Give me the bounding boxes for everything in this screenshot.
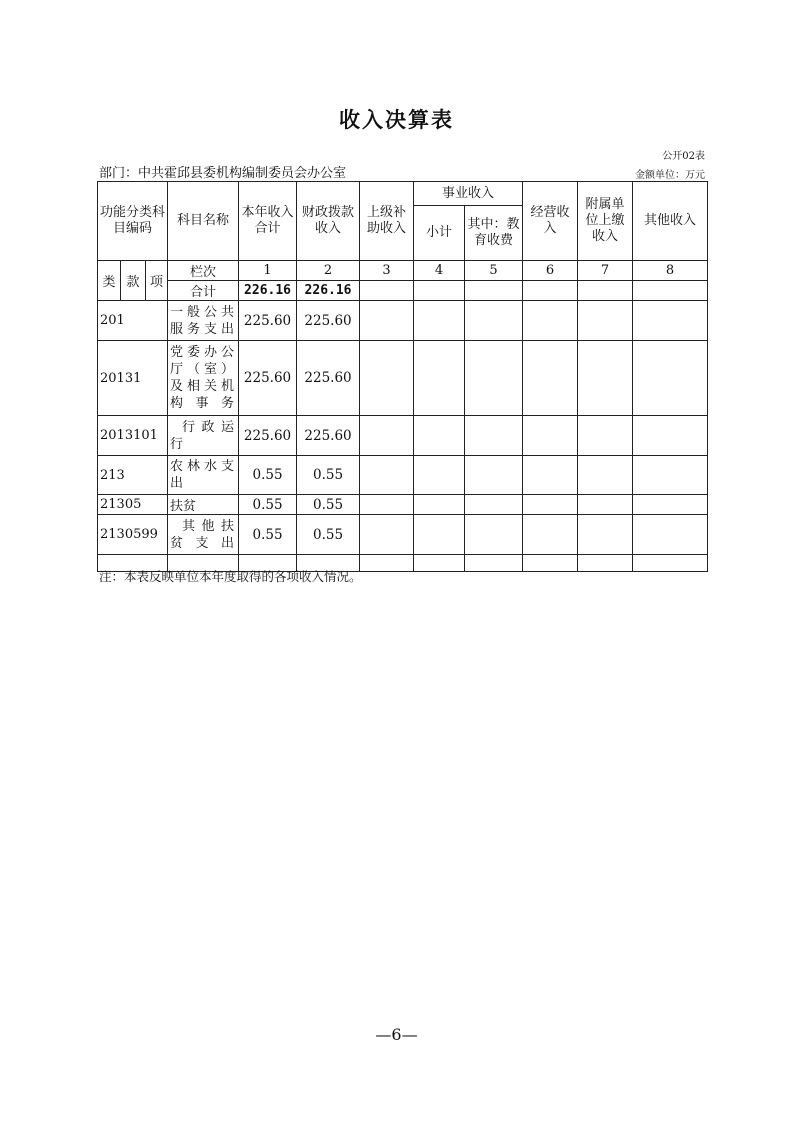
page-title: 收入决算表 <box>339 108 454 132</box>
row-fiscal: 0.55 <box>297 456 360 495</box>
row-name: 一般公共服务支出 <box>168 301 239 341</box>
header-func-code: 功能分类科目编码 <box>98 182 168 261</box>
column-number: 3 <box>360 261 414 281</box>
row-name: 行政运行 <box>168 416 239 456</box>
row-total: 0.55 <box>239 515 297 555</box>
table-row <box>98 301 708 341</box>
row-fiscal: 225.60 <box>297 341 360 416</box>
row-code: 20131 <box>98 341 168 416</box>
header-subject-name: 科目名称 <box>168 182 239 261</box>
row-name: 党委办公厅（室）及相关机构事务 <box>168 341 239 416</box>
row-fiscal: 225.60 <box>297 301 360 341</box>
row-code: 201 <box>98 301 168 341</box>
row-total: 225.60 <box>239 341 297 416</box>
table-note: 注：本表反映单位本年度取得的各项收入情况。 <box>99 569 362 584</box>
total-income-value: 226.16 <box>239 281 297 301</box>
row-name: 其他扶贫支出 <box>168 515 239 555</box>
row-fiscal: 0.55 <box>297 515 360 555</box>
column-number: 5 <box>465 261 523 281</box>
row-total: 0.55 <box>239 456 297 495</box>
header-business-edu: 其中：教育收费 <box>465 206 523 261</box>
header-business-subtotal: 小计 <box>414 206 465 261</box>
table-row <box>98 416 708 456</box>
total-label: 合计 <box>168 281 239 301</box>
column-number: 1 <box>239 261 297 281</box>
row-fiscal: 225.60 <box>297 416 360 456</box>
header-kuan: 款 <box>121 261 146 301</box>
row-total: 225.60 <box>239 416 297 456</box>
header-superior: 上级补助收入 <box>360 182 414 261</box>
department-label: 部门：中共霍邱县委机构编制委员会办公室 <box>99 166 347 181</box>
header-lei: 类 <box>98 261 121 301</box>
row-total: 225.60 <box>239 301 297 341</box>
page-number: —6— <box>375 1025 418 1044</box>
form-number: 公开02表 <box>662 151 705 162</box>
unit-label: 金额单位：万元 <box>635 170 705 181</box>
header-total-income: 本年收入合计 <box>239 182 297 261</box>
table-row <box>98 515 708 555</box>
column-number: 4 <box>414 261 465 281</box>
row-code: 2013101 <box>98 416 168 456</box>
header-column-no: 栏次 <box>168 261 239 281</box>
table-row <box>98 456 708 495</box>
row-name: 扶贫 <box>168 495 239 515</box>
column-number: 7 <box>578 261 633 281</box>
header-other: 其他收入 <box>633 182 708 261</box>
row-code: 21305 <box>98 495 168 515</box>
header-fiscal: 财政拨款收入 <box>297 182 360 261</box>
column-number: 8 <box>633 261 708 281</box>
row-name: 农林水支出 <box>168 456 239 495</box>
column-number: 6 <box>523 261 578 281</box>
row-code: 213 <box>98 456 168 495</box>
row-code: 2130599 <box>98 515 168 555</box>
header-operating: 经营收入 <box>523 182 578 261</box>
total-fiscal-value: 226.16 <box>297 281 360 301</box>
row-total: 0.55 <box>239 495 297 515</box>
table-row <box>98 495 708 515</box>
column-number: 2 <box>297 261 360 281</box>
header-business: 事业收入 <box>414 182 523 206</box>
row-fiscal: 0.55 <box>297 495 360 515</box>
table-row <box>98 341 708 416</box>
header-xiang: 项 <box>146 261 168 301</box>
header-affiliated: 附属单位上缴收入 <box>578 182 633 261</box>
income-table <box>97 181 708 572</box>
